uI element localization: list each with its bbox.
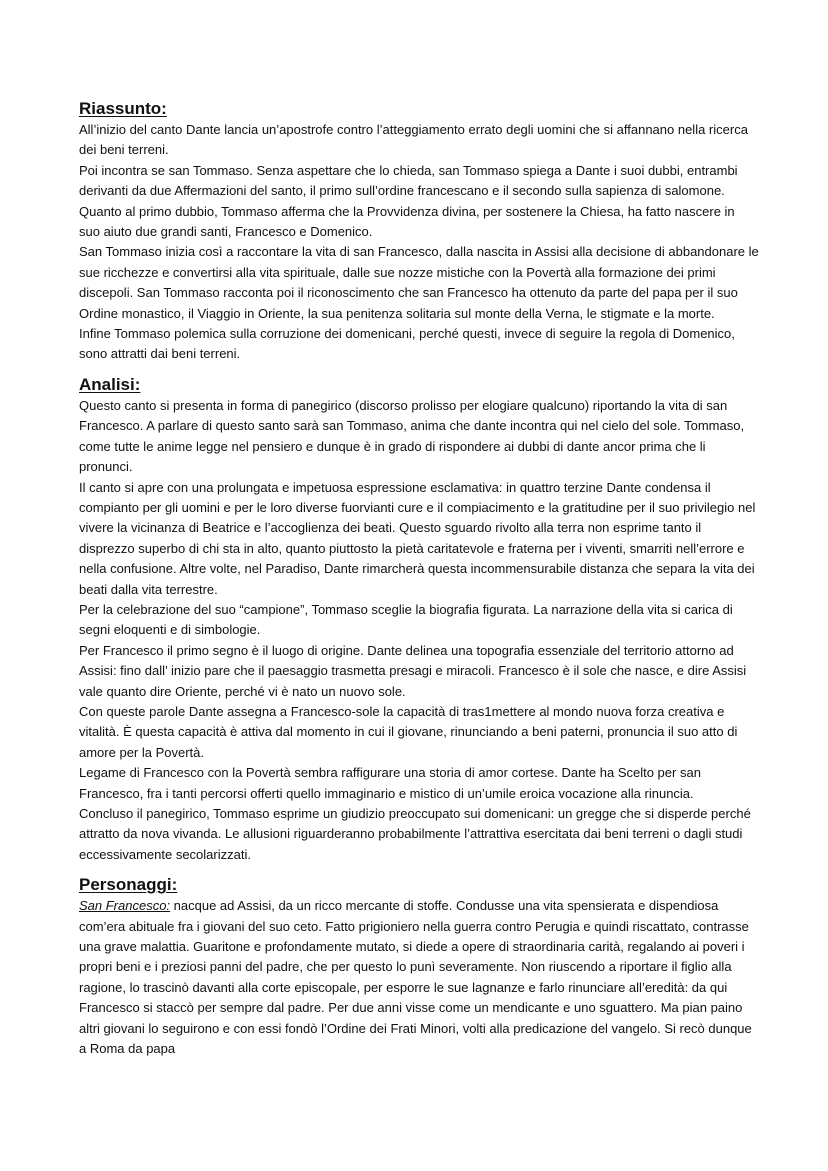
paragraph: All’inizio del canto Dante lancia un’apostrofe contro l’atteggiamento errato degli uomini che si affannano nella ricerca dei beni terreni.	[79, 122, 748, 158]
section-analisi	[79, 374, 759, 865]
paragraph: San Tommaso inizia così a raccontare la vita di san Francesco, dalla nascita in Assisi alla decisione di abbandonare le sue ricchezze e convertirsi alla vita spirituale, dalle sue nozze mistiche con la Povertà alla formazione dei primi discepoli. San Tommaso racconta poi il riconoscimento che san Francesco ha ottenuto da parte del papa per il suo Ordine monastico, il Viaggio in Oriente, la sua penitenza solitaria sul monte della Verna, le stigmate e la morte.	[79, 244, 759, 321]
paragraph: Con queste parole Dante assegna a Francesco-sole la capacità di tras1mettere al mondo nuova forza creativa e vitalità. È questa capacità è attiva dal momento in cui il giovane, rinunciando a beni paterni, pronuncia il suo atto di amore per la Povertà.	[79, 703, 738, 760]
paragraph: Concluso il panegirico, Tommaso esprime un giudizio preoccupato sui domenicani: un gregge che si disperde perché attratto da nova vivanda. Le allusioni riguarderanno probabilmente l’attrattiva esercitata dai beni terreni o dagli studi eccessivamente secolarizzati.	[79, 806, 751, 862]
paragraph: Poi incontra se san Tommaso. Senza aspettare che lo chieda, san Tommaso spiega a Dante i suoi dubbi, entrambi derivanti da due Affermazioni del santo, il primo sull’ordine francescano e il secondo sulla sapienza di salomone. Quanto al primo dubbio, Tommaso afferma che la Provvidenza divina, per sostenere la Chiesa, ha fatto nascere in suo aiuto due grandi santi, Francesco e Domenico.	[79, 162, 738, 240]
section-heading-riassunto: Riassunto:	[79, 99, 167, 118]
paragraph: Questo canto si presenta in forma di panegirico (discorso prolisso per elogiare qualcuno) riportando la vita di san Francesco. A parlare di questo santo sarà san Tommaso, anima che dante incontra qui nel cielo del sole. Tommaso, come tutte le anime legge nel pensiero e dunque è in grado di rispondere ai dubbi di dante ancor prima che li pronunci.	[79, 397, 745, 475]
paragraph: Infine Tommaso polemica sulla corruzione dei domenicani, perché questi, invece di seguire la regola di Domenico, sono attratti dai beni terreni.	[79, 326, 735, 362]
section-heading-analisi: Analisi:	[79, 374, 141, 394]
paragraph: Il canto si apre con una prolungata e impetuosa espressione esclamativa: in quattro terzine Dante condensa il compianto per gli uomini e per le loro diverse fuorvianti cure e il compiacimento e la gratitudine per il suo privilegio nel vivere la vicinanza di Beatrice e l’accoglienza dei beati. Questo sguardo rivolto alla terra non esprime tanto il disprezzo superbo di chi sta in alto, quanto piuttosto la pietà caritatevole e fraterna per i viventi, smarriti nell’errore e nella confusione. Altre volte, nel Paradiso, Dante rimarcherà questa incommensurabile distanza che separa la vita dei beati dalla vita terrestre.	[79, 479, 756, 597]
section-riassunto	[79, 98, 759, 365]
character-paragraph	[79, 896, 759, 1059]
character-name: San Francesco:	[79, 898, 171, 914]
paragraph: Per Francesco il primo segno è il luogo di origine. Dante delinea una topografia essenziale del territorio attorno ad Assisi: fino dall’ inizio pare che il paesaggio trasmetta presagi e miracoli. Francesco è il sole che nasce, e dire Assisi vale quanto dire Oriente, perché vi è nato un nuovo sole.	[79, 642, 747, 699]
paragraph: Per la celebrazione del suo “campione”, Tommaso sceglie la biografia figurata. La narrazione della vita si carica di segni eloquenti e di simbologie.	[79, 601, 733, 638]
section-personaggi	[79, 874, 759, 1059]
paragraph: Legame di Francesco con la Povertà sembra raffigurare una storia di amor cortese. Dante ha Scelto per san Francesco, fra i tanti percorsi offerti quello immaginario e mistico di un’umile eroica vocazione alla rinuncia.	[79, 765, 701, 801]
character-description: nacque ad Assisi, da un ricco mercante di stoffe. Condusse una vita spensierata e dispendiosa com’era abituale fra i giovani del suo ceto. Fatto prigioniero nella guerra contro Perugia e quindi riscattato, contrasse una grave malattia. Guaritone e profondamente mutato, si diede a opere di straordinaria carità, regalando ai poveri i propri beni e i preziosi panni del padre, che per questo lo punì severamente. Non riuscendo a riportare il figlio alla ragione, lo trascinò davanti alla corte episcopale, per esporre le sue lagnanze e farlo rinunciare all’eredità: da qui Francesco si staccò per sempre dal padre. Per due anni visse come un mendicante e uno sguattero. Ma pian paino altri giovani lo seguirono e con essi fondò l’Ordine dei Frati Minori, volti alla predicazione del vangelo. Si recò dunque a Roma da papa	[79, 898, 752, 1057]
section-heading-personaggi: Personaggi:	[79, 875, 178, 895]
document-body	[79, 98, 759, 1059]
